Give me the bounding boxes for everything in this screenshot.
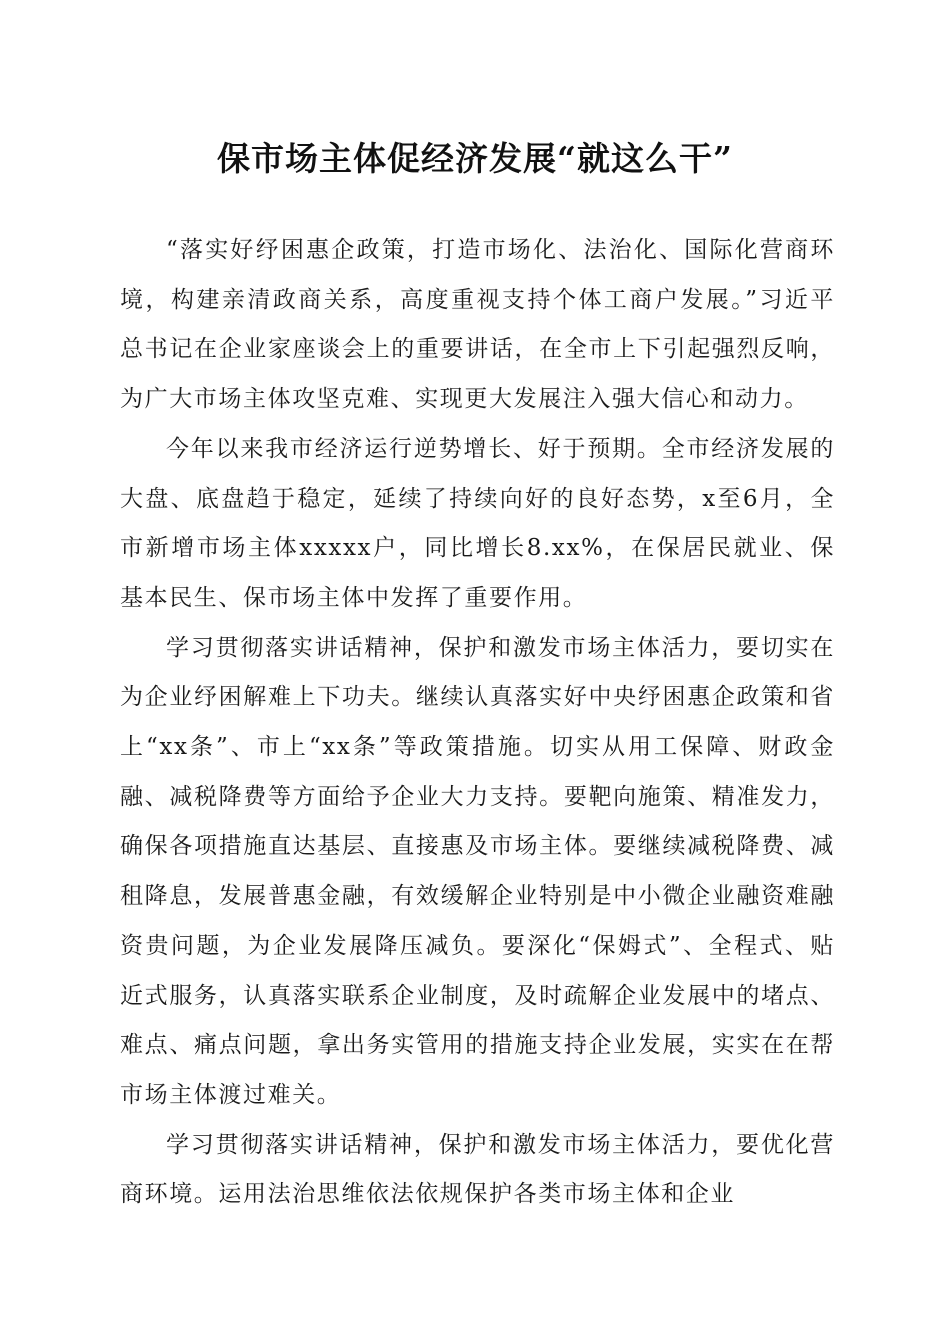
paragraph-1: “落实好纾困惠企政策，打造市场化、法治化、国际化营商环境，构建亲清政商关系，高度重视支持个体工商户发展。”习近平总书记在企业家座谈会上的重要讲话，在全市上下引起强烈反响，为广大市场主体攻坚克难、实现更大发展注入强大信心和动力。 (120, 237, 835, 413)
document-body (120, 226, 835, 1220)
paragraph-3: 学习贯彻落实讲话精神，保护和激发市场主体活力，要切实在为企业纾困解难上下功夫。继续认真落实好中央纾困惠企政策和省上“xx条”、市上“xx条”等政策措施。切实从用工保障、财政金融、减税降费等方面给予企业大力支持。要靶向施策、精准发力，确保各项措施直达基层、直接惠及市场主体。要继续减税降费、减租降息，发展普惠金融，有效缓解企业特别是中小微企业融资难融资贵问题，为企业发展降压减负。要深化“保姆式”、全程式、贴近式服务，认真落实联系企业制度，及时疏解企业发展中的堵点、难点、痛点问题，拿出务实管用的措施支持企业发展，实实在在帮市场主体渡过难关。 (120, 634, 835, 1108)
document-title: 保市场主体促经济发展“就这么干” (217, 139, 733, 178)
paragraph-4: 学习贯彻落实讲话精神，保护和激发市场主体活力，要优化营商环境。运用法治思维依法依规保护各类市场主体和企业 (120, 1131, 835, 1208)
paragraph-2: 今年以来我市经济运行逆势增长、好于预期。全市经济发展的大盘、底盘趋于稳定，延续了持续向好的良好态势，x至6月，全市新增市场主体xxxxx户，同比增长8.xx%，在保居民就业、保基本民生、保市场主体中发挥了重要作用。 (120, 435, 835, 611)
